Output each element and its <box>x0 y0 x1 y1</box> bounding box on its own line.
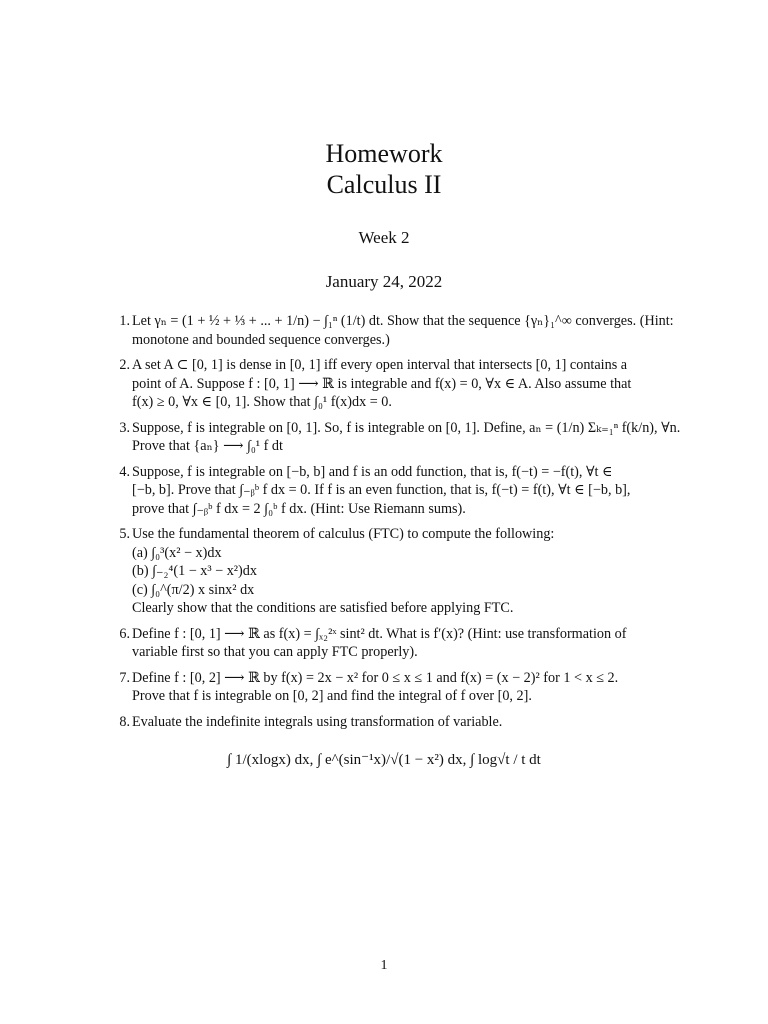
problem-line: point of A. Suppose f : [0, 1] ⟶ ℝ is integrable and f(x) = 0, ∀x ∈ A. Also assume that <box>132 375 632 392</box>
problem-item <box>108 356 678 412</box>
problem-item <box>108 625 678 662</box>
problem-number: 6. <box>119 625 130 642</box>
problem-number: 7. <box>119 669 130 686</box>
problem-number: 8. <box>119 713 130 730</box>
display-equation: ∫ 1/(xlogx) dx, ∫ e^(sin⁻¹x)/√(1 − x²) dx, ∫ log√t / t dt <box>227 752 541 768</box>
page-number: 1 <box>380 958 388 973</box>
problem-line: prove that ∫₋ᵦᵇ f dx = 2 ∫₀ᵇ f dx. (Hint: Use Riemann sums). <box>132 500 466 517</box>
problem-line: [−b, b]. Prove that ∫₋ᵦᵇ f dx = 0. If f is an even function, that is, f(−t) = f(t), ∀t ∈ [−b, b], <box>132 482 631 498</box>
problem-text <box>132 419 680 456</box>
problem-number: 5. <box>119 526 130 542</box>
title-line-2: Calculus II <box>326 170 442 199</box>
problem-line: (b) ∫₋₂⁴(1 − x³ − x²)dx <box>132 563 257 579</box>
problem-text <box>132 669 678 706</box>
problem-line: Suppose, f is integrable on [0, 1]. So, f is integrable on [0, 1]. Define, aₙ = (1/n) Σₖ₌₁ⁿ f(k/n), ∀n. <box>132 419 681 436</box>
problem-item <box>108 419 681 456</box>
problem-number: 1. <box>119 313 130 329</box>
problem-line: monotone and bounded sequence converges.) <box>132 331 390 348</box>
problem-number: 2. <box>119 357 130 373</box>
problem-line: Evaluate the indefinite integrals using transformation of variable. <box>132 713 503 730</box>
problem-line: Let γₙ = (1 + ½ + ⅓ + ... + 1/n) − ∫₁ⁿ (1/t) dt. Show that the sequence {γₙ}₁^∞ converges. (Hint: <box>132 313 674 329</box>
problem-line: (a) ∫₀³(x² − x)dx <box>132 544 222 561</box>
problem-item <box>108 669 678 706</box>
problem-number: 4. <box>119 463 130 480</box>
problem-list <box>108 312 681 738</box>
problem-line: Use the fundamental theorem of calculus (FTC) to compute the following: <box>132 526 555 542</box>
problem-line: A set A ⊂ [0, 1] is dense in [0, 1] iff every open interval that intersects [0, 1] contains a <box>132 357 628 373</box>
page-title <box>0 138 768 200</box>
title-line-1: Homework <box>325 139 443 168</box>
problem-line: Define f : [0, 1] ⟶ ℝ as f(x) = ∫ₓ₂²ˣ sint² dt. What is f′(x)? (Hint: use transformation of <box>132 625 627 642</box>
problem-line: Prove that f is integrable on [0, 2] and find the integral of f over [0, 2]. <box>132 688 532 704</box>
date-label: January 24, 2022 <box>325 272 443 291</box>
problem-text <box>132 525 678 618</box>
problem-item <box>108 312 678 349</box>
problem-text <box>132 713 678 732</box>
problem-line: Define f : [0, 2] ⟶ ℝ by f(x) = 2x − x² for 0 ≤ x ≤ 1 and f(x) = (x − 2)² for 1 < x ≤ 2. <box>132 669 619 686</box>
problem-text <box>132 356 678 412</box>
problem-line: f(x) ≥ 0, ∀x ∈ [0, 1]. Show that ∫₀¹ f(x)dx = 0. <box>132 394 392 410</box>
problem-item <box>108 713 678 732</box>
problem-number: 3. <box>119 419 130 436</box>
problem-line: (c) ∫₀^(π/2) x sinx² dx <box>132 581 255 598</box>
problem-line: variable first so that you can apply FTC properly). <box>132 644 418 660</box>
problem-line: Suppose, f is integrable on [−b, b] and f is an odd function, that is, f(−t) = −f(t), ∀t ∈ <box>132 463 613 480</box>
problem-item <box>108 525 678 618</box>
problem-line: Clearly show that the conditions are satisfied before applying FTC. <box>132 600 514 616</box>
problem-item <box>108 463 678 519</box>
problem-line: Prove that {aₙ} ⟶ ∫₀¹ f dt <box>132 438 283 454</box>
problem-text <box>132 463 678 519</box>
problem-text <box>132 312 678 349</box>
problem-text <box>132 625 678 662</box>
week-label: Week 2 <box>358 228 410 247</box>
